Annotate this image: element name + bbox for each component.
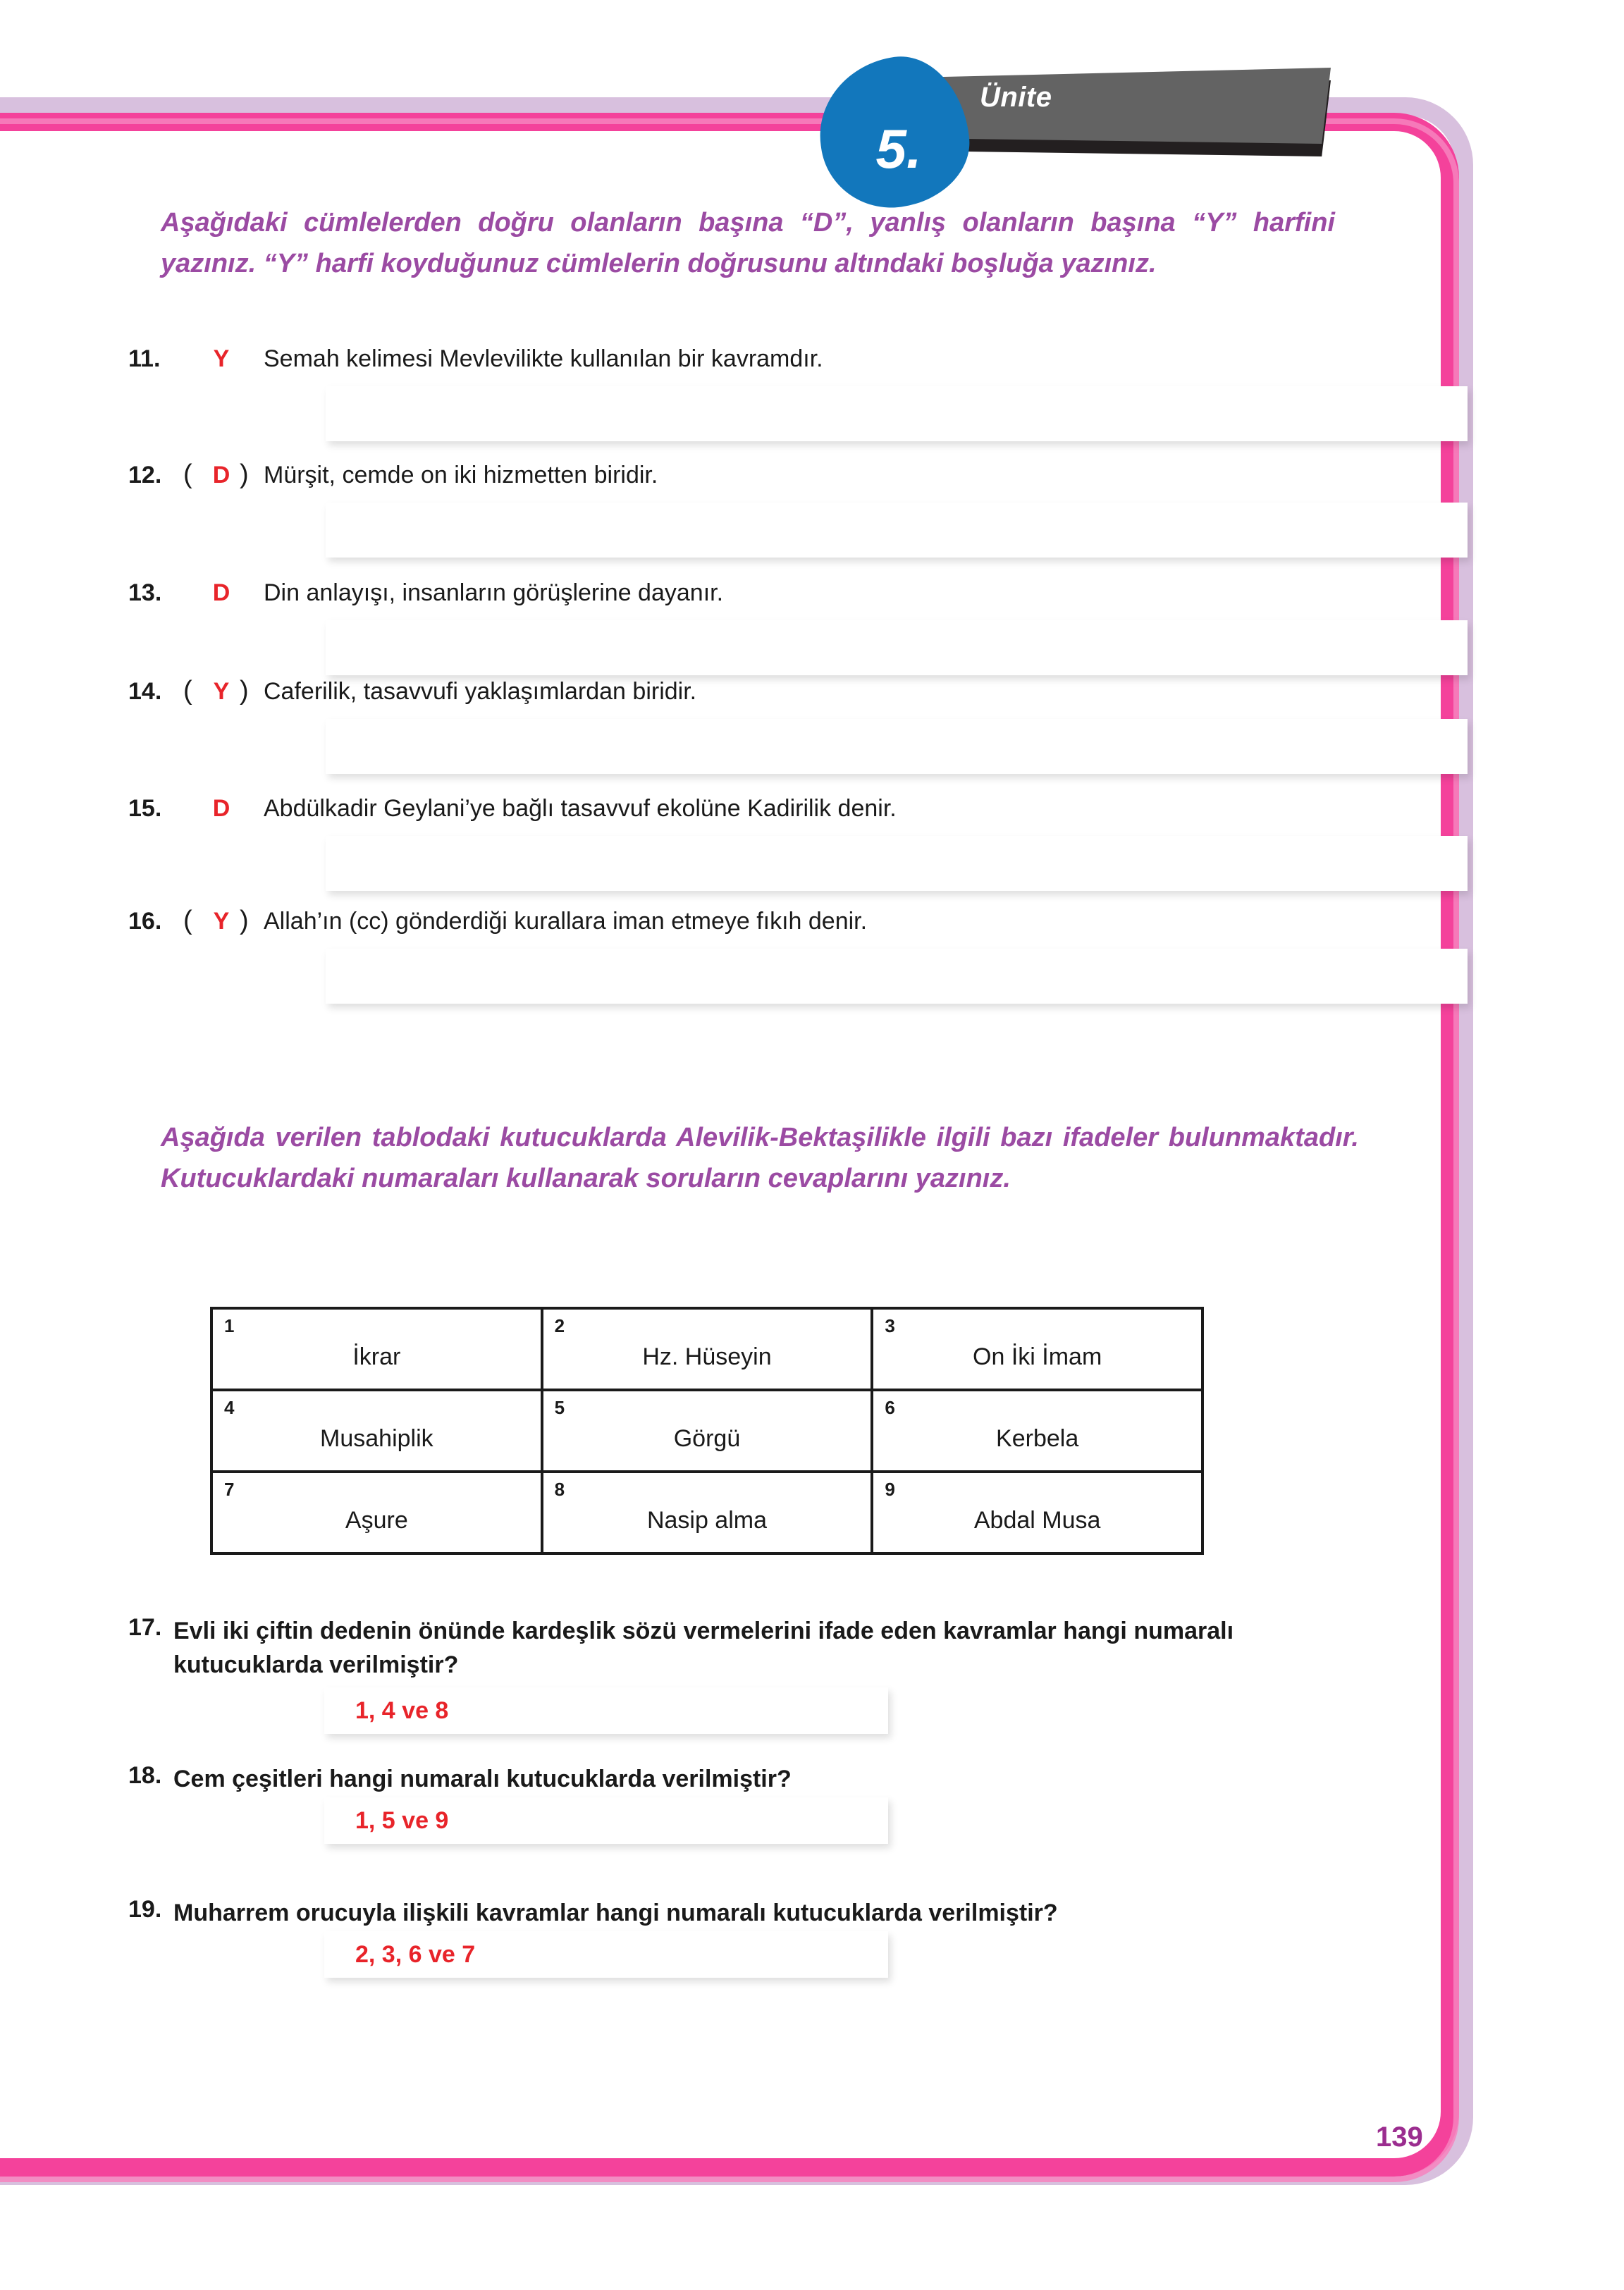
truefalse-item <box>128 795 1341 836</box>
terms-table <box>210 1307 1204 1555</box>
open-question-text: Cem çeşitleri hangi numaralı kutucuklarda verilmiştir? <box>173 1766 792 1792</box>
terms-cell-number: 2 <box>554 1315 565 1336</box>
truefalse-answer-letter[interactable]: D <box>212 795 230 822</box>
truefalse-paren-close: ) <box>240 676 249 706</box>
truefalse-item-number: 15. <box>128 795 162 822</box>
terms-cell-label: Kerbela <box>996 1424 1079 1452</box>
terms-cell-label: Musahiplik <box>320 1424 433 1452</box>
truefalse-instruction: Aşağıdaki cümlelerden doğru olanların başına “D”, yanlış olanların başına “Y” harfini yazınız. “Y” harfi koyduğunuz cümlelerin doğrusunu altındaki boşluğa yazınız. <box>161 208 1335 278</box>
truefalse-item <box>128 345 1341 386</box>
terms-cell-label: Aşure <box>345 1506 408 1534</box>
terms-cell-number: 4 <box>224 1397 235 1418</box>
truefalse-answer-letter[interactable]: Y <box>213 678 230 705</box>
truefalse-statement-line <box>128 345 1341 386</box>
terms-table-cell <box>211 1472 542 1553</box>
terms-cell-number: 3 <box>885 1315 895 1336</box>
open-question-number: 19. <box>128 1896 162 1923</box>
terms-table-cell <box>542 1472 873 1553</box>
terms-table-cell <box>542 1308 873 1390</box>
terms-cell-label: On İki İmam <box>973 1343 1102 1370</box>
unit-number-label: 5. <box>875 117 922 180</box>
unit-banner-label: Ünite <box>980 82 1052 113</box>
truefalse-statement-text: Semah kelimesi Mevlevilikte kullanılan bir kavramdır. <box>264 345 823 372</box>
truefalse-answer-letter[interactable]: D <box>212 462 230 488</box>
page-number: 139 <box>1376 2122 1423 2153</box>
terms-cell-number: 9 <box>885 1479 895 1500</box>
truefalse-statement-text: Din anlayışı, insanların görüşlerine dayanır. <box>264 579 724 606</box>
truefalse-item <box>128 908 1341 949</box>
truefalse-item-number: 11. <box>128 345 161 372</box>
truefalse-item-number: 13. <box>128 579 162 606</box>
truefalse-answer-box[interactable] <box>326 620 1468 675</box>
truefalse-item-number: 14. <box>128 678 162 705</box>
terms-table-cell <box>211 1390 542 1472</box>
terms-table-cell <box>211 1308 542 1390</box>
truefalse-paren-close: ) <box>240 460 249 489</box>
open-question-answer-text[interactable]: 1, 4 ve 8 <box>355 1697 449 1724</box>
truefalse-statement-line <box>128 579 1341 620</box>
terms-table-cell <box>542 1390 873 1472</box>
terms-table-cell <box>872 1308 1202 1390</box>
truefalse-paren-close: ) <box>240 906 249 935</box>
truefalse-paren-open: ( <box>183 460 192 489</box>
truefalse-statement-line <box>128 908 1341 949</box>
terms-cell-number: 6 <box>885 1397 895 1418</box>
open-question-number: 18. <box>128 1762 162 1789</box>
terms-cell-label: İkrar <box>352 1343 401 1370</box>
truefalse-statement-line <box>128 678 1341 719</box>
truefalse-statement-line <box>128 462 1341 503</box>
terms-cell-number: 8 <box>554 1479 565 1500</box>
truefalse-item-number: 16. <box>128 908 162 935</box>
open-question-answer-text[interactable]: 2, 3, 6 ve 7 <box>355 1941 476 1968</box>
truefalse-item <box>128 579 1341 620</box>
truefalse-answer-letter[interactable]: Y <box>213 908 230 935</box>
open-question-text: Evli iki çiftin dedenin önünde kardeşlik sözü vermelerini ifade eden kavramlar hangi numaralı kutucuklarda verilmiştir? <box>173 1618 1234 1679</box>
truefalse-answer-box[interactable] <box>326 719 1468 774</box>
truefalse-statement-line <box>128 795 1341 836</box>
terms-table-row <box>211 1472 1202 1553</box>
truefalse-answer-letter[interactable]: D <box>212 579 230 606</box>
truefalse-answer-box[interactable] <box>326 503 1468 558</box>
terms-cell-label: Hz. Hüseyin <box>642 1343 772 1370</box>
truefalse-statement-text: Caferilik, tasavvufi yaklaşımlardan biridir. <box>264 678 697 705</box>
truefalse-item <box>128 678 1341 719</box>
truefalse-answer-box[interactable] <box>326 949 1468 1004</box>
terms-table-row <box>211 1308 1202 1390</box>
terms-table-row <box>211 1390 1202 1472</box>
truefalse-statement-text: Mürşit, cemde on iki hizmetten biridir. <box>264 462 658 488</box>
truefalse-paren-open: ( <box>183 906 192 935</box>
truefalse-item <box>128 462 1341 503</box>
truefalse-paren-open: ( <box>183 676 192 706</box>
terms-cell-number: 1 <box>224 1315 235 1336</box>
terms-cell-label: Abdal Musa <box>973 1506 1101 1534</box>
terms-cell-label: Nasip alma <box>646 1506 768 1534</box>
truefalse-statement-text: Allah’ın (cc) gönderdiği kurallara iman etmeye fıkıh denir. <box>264 908 868 935</box>
truefalse-answer-letter[interactable]: Y <box>213 345 230 372</box>
open-question-number: 17. <box>128 1614 162 1641</box>
terms-cell-label: Görgü <box>673 1424 741 1452</box>
truefalse-statement-text: Abdülkadir Geylani’ye bağlı tasavvuf ekolüne Kadirilik denir. <box>264 795 897 822</box>
truefalse-item-number: 12. <box>128 462 162 488</box>
truefalse-answer-box[interactable] <box>326 386 1468 441</box>
terms-table-cell <box>872 1472 1202 1553</box>
open-question-answer-text[interactable]: 1, 5 ve 9 <box>355 1807 449 1834</box>
table-instruction: Aşağıda verilen tablodaki kutucuklarda Alevilik-Bektaşilikle ilgili bazı ifadeler bulunmaktadır. Kutucuklardaki numaraları kullanarak soruların cevaplarını yazınız. <box>161 1123 1359 1193</box>
truefalse-answer-box[interactable] <box>326 836 1468 891</box>
terms-table-cell <box>872 1390 1202 1472</box>
open-question-text: Muharrem orucuyla ilişkili kavramlar hangi numaralı kutucuklarda verilmiştir? <box>173 1900 1058 1926</box>
terms-cell-number: 7 <box>224 1479 235 1500</box>
terms-cell-number: 5 <box>554 1397 565 1418</box>
